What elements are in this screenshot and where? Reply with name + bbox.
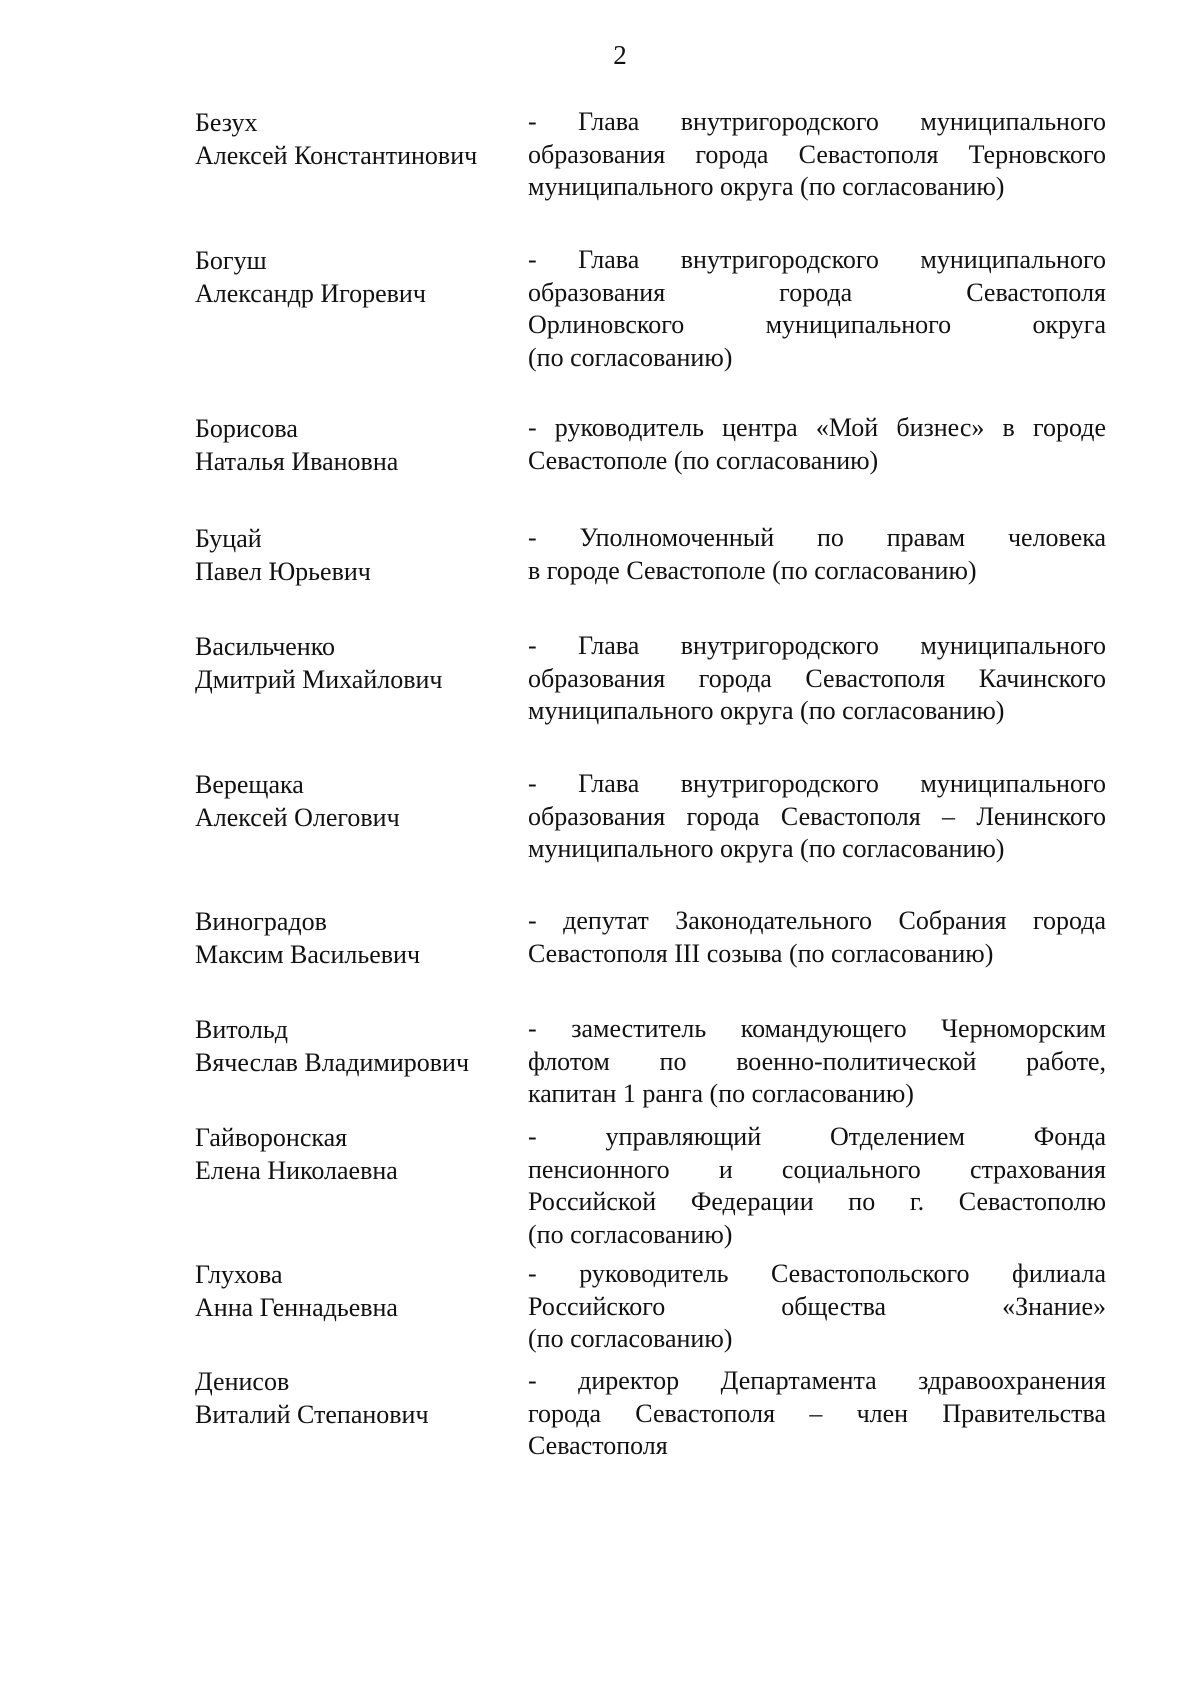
- role-line: Севастополя III созыва (по согласованию): [528, 938, 994, 968]
- member-name: [195, 1365, 525, 1431]
- member-surname: Борисова: [195, 414, 298, 443]
- role-line: муниципального округа (по согласованию): [528, 172, 1005, 201]
- member-name: [195, 1013, 525, 1079]
- member-given-name: Александр Игоревич: [195, 279, 426, 308]
- member-surname: Васильченко: [195, 632, 336, 661]
- role-line: образования города Севастополя: [528, 277, 1106, 307]
- member-name: [195, 905, 525, 971]
- member-role: [528, 1121, 1106, 1251]
- member-given-name: Дмитрий Михайлович: [195, 665, 443, 694]
- member-surname: Виноградов: [195, 907, 327, 936]
- role-line: - заместитель командующего Черноморским: [528, 1014, 1106, 1043]
- member-role: [528, 1365, 1106, 1463]
- member-name: [195, 106, 525, 172]
- role-line: пенсионного и социального страхования: [528, 1154, 1106, 1184]
- member-given-name: Анна Геннадьевна: [195, 1293, 398, 1322]
- role-line: - Глава внутригородского муниципального: [528, 769, 1106, 798]
- member-surname: Верещака: [195, 770, 304, 799]
- role-line: (по согласованию): [528, 1324, 733, 1353]
- role-line: - руководитель центра «Мой бизнес» в городе: [528, 413, 1106, 442]
- role-line: Севастополя: [528, 1431, 668, 1460]
- member-given-name: Максим Васильевич: [195, 940, 421, 969]
- role-line: города Севастополя – член Правительства: [528, 1398, 1106, 1428]
- role-line: Российского общества «Знание»: [528, 1291, 1106, 1321]
- member-role: [528, 106, 1106, 204]
- role-line: - Глава внутригородского муниципального: [528, 245, 1106, 274]
- member-surname: Витольд: [195, 1015, 288, 1044]
- member-role: [528, 630, 1106, 728]
- role-line: - руководитель Севастопольского филиала: [528, 1259, 1106, 1288]
- role-line: - депутат Законодательного Собрания города: [528, 906, 1106, 935]
- member-given-name: Вячеслав Владимирович: [195, 1048, 470, 1077]
- role-line: Российской Федерации по г. Севастополю: [528, 1187, 1106, 1216]
- role-line: капитан 1 ранга (по согласованию): [528, 1079, 914, 1108]
- member-surname: Безух: [195, 108, 258, 137]
- role-line: (по согласованию): [528, 1219, 733, 1249]
- member-name: [195, 1121, 525, 1187]
- role-line: образования города Севастополя Качинского: [528, 663, 1106, 693]
- member-surname: Глухова: [195, 1260, 283, 1289]
- member-name: [195, 768, 525, 834]
- member-surname: Буцай: [195, 524, 262, 553]
- member-role: [528, 768, 1106, 866]
- member-given-name: Елена Николаевна: [195, 1156, 398, 1185]
- role-line: - директор Департамента здравоохранения: [528, 1366, 1106, 1395]
- role-line: муниципального округа (по согласованию): [528, 834, 1005, 863]
- member-given-name: Алексей Константинович: [195, 141, 478, 170]
- member-role: [528, 244, 1106, 374]
- role-line: в городе Севастополе (по согласованию): [528, 555, 977, 585]
- role-line: - Глава внутригородского муниципального: [528, 631, 1106, 660]
- member-surname: Гайворонская: [195, 1123, 348, 1152]
- role-line: - управляющий Отделением Фонда: [528, 1122, 1106, 1151]
- page-number: 2: [613, 40, 627, 70]
- member-given-name: Виталий Степанович: [195, 1400, 429, 1429]
- member-name: [195, 522, 525, 588]
- member-surname: Богуш: [195, 246, 267, 275]
- member-given-name: Алексей Олегович: [195, 803, 400, 832]
- member-role: [528, 1013, 1106, 1111]
- role-line: Орлиновского муниципального округа: [528, 310, 1106, 339]
- member-given-name: Наталья Ивановна: [195, 447, 399, 476]
- role-line: Севастополе (по согласованию): [528, 445, 879, 475]
- role-line: - Уполномоченный по правам человека: [528, 523, 1106, 552]
- member-name: [195, 244, 525, 310]
- member-role: [528, 1258, 1106, 1356]
- member-role: [528, 522, 1106, 587]
- role-line: флотом по военно-политической работе,: [528, 1046, 1106, 1076]
- role-line: муниципального округа (по согласованию): [528, 696, 1005, 725]
- role-line: (по согласованию): [528, 342, 733, 372]
- role-line: - Глава внутригородского муниципального: [528, 107, 1106, 136]
- member-role: [528, 905, 1106, 970]
- member-name: [195, 412, 525, 478]
- member-name: [195, 630, 525, 696]
- member-surname: Денисов: [195, 1367, 290, 1396]
- member-role: [528, 412, 1106, 477]
- role-line: образования города Севастополя – Ленинского: [528, 801, 1106, 831]
- member-given-name: Павел Юрьевич: [195, 557, 371, 586]
- member-name: [195, 1258, 525, 1324]
- role-line: образования города Севастополя Терновского: [528, 139, 1106, 169]
